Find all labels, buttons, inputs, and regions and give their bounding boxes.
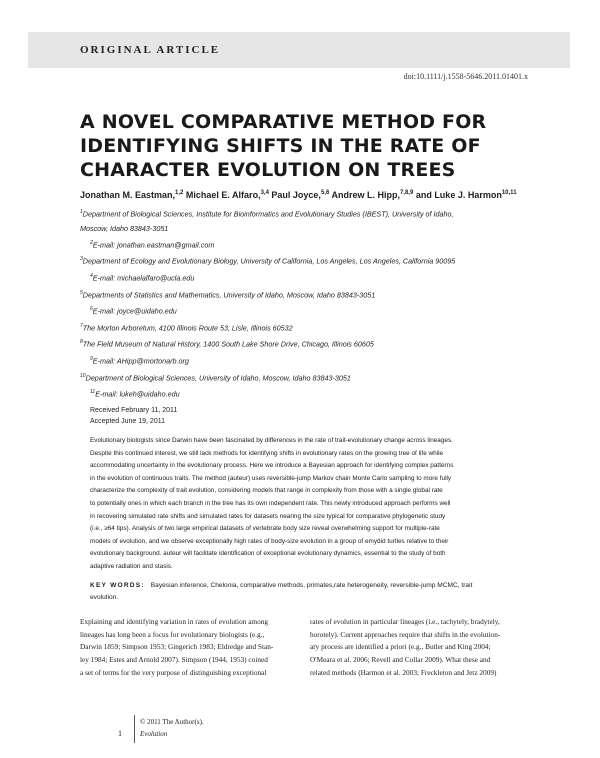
affil-text: Departments of Statistics and Mathematics, University of Idaho, Moscow, Idaho 83843-3051 — [82, 289, 376, 299]
received-date: Received February 11, 2011 — [90, 407, 178, 414]
author-affil-ref: 5,6 — [320, 190, 330, 196]
copyright-text: © 2011 The Author(s). — [140, 718, 204, 726]
abstract-line: to potentially ones in which each branch in the tree has its own independent rate. This newly introduced approach performs well — [90, 499, 451, 507]
author-name: Michael E. Alfaro, — [183, 190, 261, 200]
email-text: E-mail: jonathan.eastman@gmail.com — [92, 240, 215, 250]
affiliation-item — [80, 335, 530, 352]
author-name: Paul Joyce, — [268, 190, 321, 200]
article-title — [80, 110, 520, 182]
body-line: O'Meara et al. 2006; Revell and Collar 2009). What these and — [310, 655, 491, 665]
body-line: horotely). Current approaches require that shifts in the evolution- — [310, 629, 501, 639]
affil-marker: 3 — [80, 256, 83, 263]
email-text: E-mail: lukeh@uidaho.edu — [95, 389, 180, 399]
email-item[interactable] — [80, 269, 530, 286]
abstract-line: characterize the complexity of trait evolution, considering models that range in complexity from those with a single global rate — [90, 487, 443, 495]
affil-marker: 6 — [90, 306, 93, 313]
email-text: E-mail: joyce@uidaho.edu — [92, 306, 177, 316]
affil-text: Department of Biological Sciences, University of Idaho, Moscow, Idaho 83843-3051 — [85, 372, 351, 382]
doi-text[interactable]: doi:10.1111/j.1558-5646.2011.01401.x — [403, 72, 528, 81]
affil-text: The Morton Arboretum, 4100 Illinois Route 53, Lisle, Illinois 60532 — [82, 323, 293, 333]
keywords-label: KEY WORDS: — [90, 582, 145, 589]
body-line: Explaining and identifying variation in rates of evolution among — [80, 617, 269, 626]
affil-marker: 9 — [90, 355, 93, 362]
body-line: lineages has long been a focus for evolutionary biologists (e.g., — [80, 629, 265, 639]
affil-marker: 10 — [80, 372, 86, 379]
author-affil-ref: 7,8,9 — [399, 190, 414, 196]
body-line: Darwin 1859; Simpson 1953; Gingerich 1983; Eldredge and Stan- — [80, 642, 274, 652]
keywords-text: Bayesian inference, Chelonia, comparative methods, primates,rate heterogeneity, reversible-jump MCMC, trait — [150, 582, 473, 589]
title-line: IDENTIFYING SHIFTS IN THE RATE OF — [80, 135, 481, 157]
keywords — [90, 580, 530, 604]
author-affil-ref: 10,11 — [501, 190, 517, 196]
body-line: ary process are identified a priori (e.g., Butler and King 2004; — [310, 642, 491, 652]
author-affil-ref: 1,2 — [175, 190, 184, 196]
abstract-line: models of evolution, and we observe exceptionally high rates of body-size evolution in a group of emydid turtles relative to their — [90, 537, 449, 545]
email-item[interactable] — [80, 385, 530, 402]
keywords-text-cont: evolution. — [90, 594, 119, 601]
page-number: 1 — [118, 729, 122, 738]
affil-marker: 2 — [90, 239, 93, 246]
body-column-left — [80, 616, 302, 680]
affiliation-item-cont — [80, 222, 530, 236]
email-text: E-mail: AHipp@mortonarb.org — [92, 356, 189, 366]
author-name: and Luke J. Harmon — [413, 190, 502, 200]
affil-marker: 8 — [80, 339, 83, 346]
title-line: A NOVEL COMPARATIVE METHOD FOR — [80, 111, 487, 133]
affil-text: The Field Museum of Natural History, 1400 South Lake Shore Drive, Chicago, Illinois 60605 — [82, 339, 374, 349]
author-list — [80, 190, 517, 200]
abstract-line: in the evolution of continuous traits. The method (auteur) uses reversible-jump Markov chain Monte Carlo sampling to more fully — [90, 474, 452, 482]
body-line: a set of terms for the very purpose of distinguishing exceptional — [80, 667, 267, 677]
affil-text: Moscow, Idaho 83843-3051 — [80, 223, 169, 233]
body-column-right — [310, 616, 532, 680]
title-line: CHARACTER EVOLUTION ON TREES — [80, 159, 456, 181]
abstract-line: adaptive radiation and stasis. — [90, 562, 173, 570]
abstract-line: accommodating uncertainty in the evolutionary process. Here we introduce a Bayesian approach for identifying complex patterns — [90, 462, 454, 470]
body-line: rates of evolution in particular lineages (i.e., tachytely, bradytely, — [310, 617, 500, 626]
abstract-line: evolutionary background. auteur will facilitate identification of exceptional evolutionary dynamics, essential to the study of both — [90, 550, 446, 558]
article-dates — [90, 405, 177, 427]
journal-name: Evolution — [140, 730, 168, 738]
accepted-date: Accepted June 19, 2011 — [90, 418, 165, 425]
affil-text: Department of Ecology and Evolutionary Biology, University of California, Los Angeles, Los Angeles, California 90095 — [82, 256, 456, 266]
affil-marker: 7 — [80, 322, 83, 329]
abstract — [90, 435, 530, 574]
email-item[interactable] — [80, 352, 530, 369]
affil-marker: 1 — [80, 209, 83, 215]
affiliation-item — [80, 252, 530, 269]
affiliation-item — [80, 369, 530, 386]
affil-text: Department of Biological Sciences, Institute for Bioinformatics and Evolutionary Studies (IBEST), University of Idaho, — [82, 209, 454, 219]
author-name: Andrew L. Hipp, — [329, 190, 400, 200]
affiliation-item — [80, 319, 530, 336]
body-line: ley 1984; Estes and Arnold 2007). Simpson (1944, 1953) coined — [80, 655, 268, 665]
affiliation-item — [80, 205, 530, 222]
affil-marker: 11 — [90, 389, 96, 396]
abstract-line: Evolutionary biologists since Darwin have been fascinated by differences in the rate of trait-evolutionary change across lineages. — [90, 437, 453, 444]
abstract-line: (i.e., ≥64 tips). Analysis of two large empirical datasets of vertebrate body size reveal overwhelming support for multiple-rate — [90, 525, 440, 533]
email-item[interactable] — [80, 302, 530, 319]
footer-divider — [134, 715, 135, 743]
author-affil-ref: 3,4 — [260, 190, 269, 196]
affil-marker: 5 — [80, 289, 83, 296]
body-line: related methods (Harmon et al. 2003; Freckleton and Jetz 2009) — [310, 667, 497, 677]
email-item[interactable] — [80, 236, 530, 253]
abstract-line: in recovering simulated rate shifts and simulated rates for datasets nearing the size typical for comparative phylogenetic study — [90, 512, 446, 520]
affil-marker: 4 — [90, 272, 93, 279]
email-text: E-mail: michaelalfaro@ucla.edu — [92, 273, 195, 283]
author-name: Jonathan M. Eastman, — [80, 190, 176, 200]
affiliation-item — [80, 286, 530, 303]
abstract-line: Despite this continued interest, we still lack methods for identifying shifts in evolutionary rates on the growing tree of life while — [90, 449, 444, 457]
affiliations — [80, 205, 530, 402]
section-label: ORIGINAL ARTICLE — [80, 44, 221, 56]
